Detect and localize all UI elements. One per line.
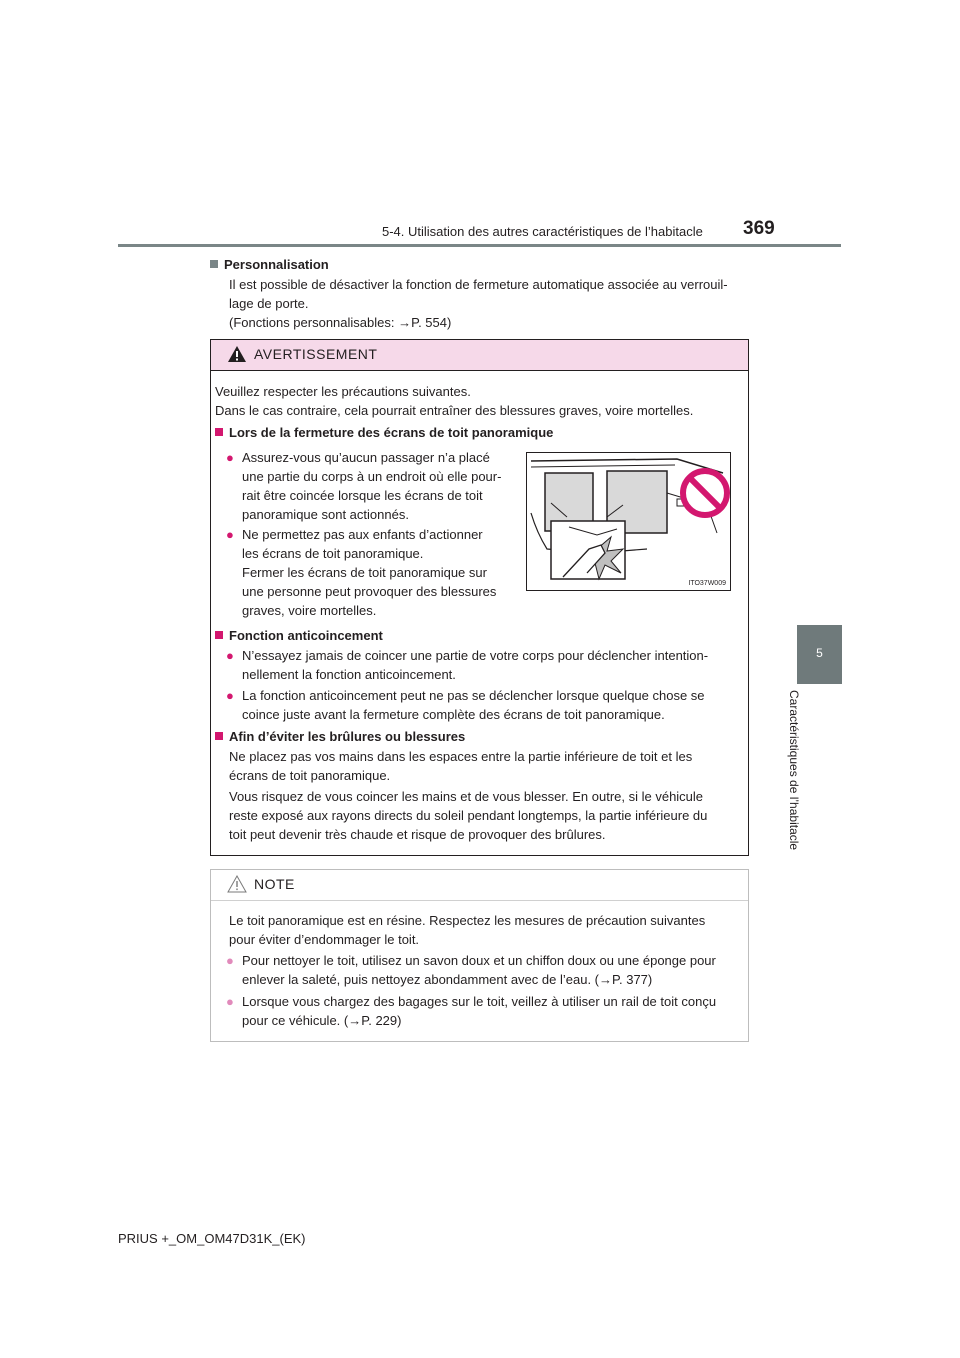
image-code: ITO37W009 [688,580,726,587]
dot-bullet-icon: ● [226,953,234,968]
warning-section3-para2: Vous risquez de vous coincer les mains et de vous blesser. En outre, si le véhicule reste exposé aux rayons directs du soleil pendant longtemps, la partie inférieure du toit peut devenir très chaude et risque de provoquer des brûlures. [229,789,708,842]
square-bullet-icon [215,631,223,639]
warning-section1-bullet2: ● Ne permettez pas aux enfants d’actionner les écrans de toit panoramique. Fermer les écrans de toit panoramique sur une personne peut provoquer des blessures graves, voire mortelles. [226,527,497,618]
chapter-tab: 5 [797,625,842,684]
warning-section3-para1: Ne placez pas vos mains dans les espaces entre la partie inférieure de toit et les écrans de toit panoramique. [229,749,693,783]
square-bullet-icon [210,260,218,268]
warning-section1-bullet1: ● Assurez-vous qu’aucun passager n’a placé une partie du corps à un endroit où elle pour- rait être coincée lorsque les écrans de toit panoramique sont actionnés. [226,450,502,522]
dot-bullet-icon: ● [226,688,234,703]
dot-bullet-icon: ● [226,648,234,663]
warning-triangle-icon [227,345,247,363]
warning-title: AVERTISSEMENT [254,346,378,362]
dot-bullet-icon: ● [226,994,234,1009]
warning-header [211,340,748,371]
document-id: PRIUS +_OM_OM47D31K_(EK) [118,1231,306,1246]
chapter-title: Caractéristiques de l’habitacle [787,690,801,851]
warning-intro: Veuillez respecter les précautions suivantes. Dans le cas contraire, cela pourrait entraîner des blessures graves, voire mortelles. [215,384,694,418]
personalization-heading: Personnalisation [210,255,329,274]
note-bullet1: ● Pour nettoyer le toit, utilisez un savon doux et un chiffon doux ou une éponge pour enlever la saleté, puis nettoyez abondamment avec de l’eau. (→P. 377) [226,953,716,987]
roof-hand-pinch-illustration [527,453,730,590]
note-bullet2: ● Lorsque vous chargez des bagages sur le toit, veillez à utiliser un rail de toit conçu pour ce véhicule. (→P. 229) [226,994,717,1028]
note-header [211,870,748,901]
section-title: 5-4. Utilisation des autres caractéristiques de l’habitacle [382,224,703,239]
warning-section1-heading: Lors de la fermeture des écrans de toit panoramique [215,423,553,442]
warning-section2-bullet2: ● La fonction anticoincement peut ne pas se déclencher lorsque quelque chose se coince juste avant la fermeture complète des écrans de toit panoramique. [226,688,705,722]
note-intro: Le toit panoramique est en résine. Respectez les mesures de précaution suivantes pour éviter d’endommager le toit. [229,913,706,947]
warning-section2-heading: Fonction anticoincement [215,626,383,645]
page-number: 369 [743,218,775,239]
note-title: NOTE [254,876,295,892]
panoramic-roof-illustration [526,452,731,591]
caution-triangle-icon [227,875,247,893]
square-bullet-icon [215,428,223,436]
header-divider [118,244,841,247]
warning-section2-bullet1: ● N’essayez jamais de coincer une partie de votre corps pour déclencher intention- nellement la fonction anticoincement. [226,648,709,682]
warning-section3-heading: Afin d’éviter les brûlures ou blessures [215,727,465,746]
dot-bullet-icon: ● [226,450,234,465]
personalization-text: Il est possible de désactiver la fonction de fermeture automatique associée au verrouil- lage de porte. (Fonctions personnalisables: →P. 554) [229,277,728,330]
square-bullet-icon [215,732,223,740]
dot-bullet-icon: ● [226,527,234,542]
